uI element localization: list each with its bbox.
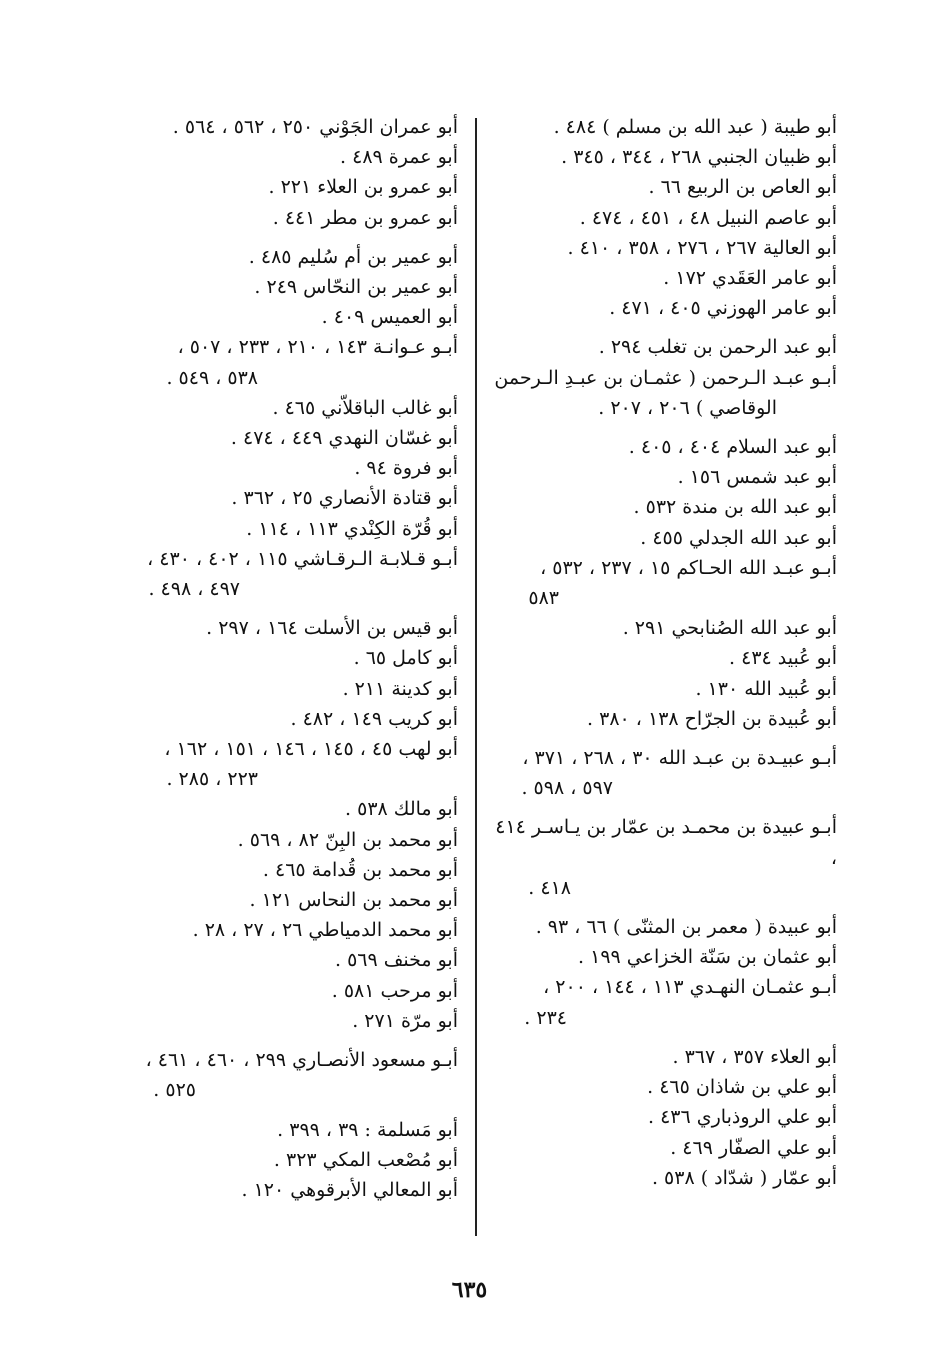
index-entry: أبو مخنف ٥٦٩ . bbox=[334, 949, 458, 972]
page-number: ٦٣٥ bbox=[451, 1277, 488, 1303]
index-column-right bbox=[492, 112, 837, 1193]
index-entry: أبو العلاء ٣٥٧ ، ٣٦٧ . bbox=[672, 1045, 837, 1068]
index-entry: أبو مرّة ٢٧١ . bbox=[352, 1009, 458, 1032]
index-entry: أبـو مسعود الأنصـاري ٢٩٩ ، ٤٦٠ ، ٤٦١ ، bbox=[145, 1049, 458, 1072]
index-entry-continuation: الوقاصي ) ٢٠٦ ، ٢٠٧ . bbox=[598, 396, 777, 419]
index-entry: أبو عامر الهوزني ٤٠٥ ، ٤٧١ . bbox=[609, 297, 837, 320]
index-column-left bbox=[120, 112, 458, 1205]
index-entry: أبو طيبة ( عبد الله بن مسلم ) ٤٨٤ . bbox=[553, 116, 837, 138]
index-entry: أبو محمد الدمياطي ٢٦ ، ٢٧ ، ٢٨ . bbox=[192, 919, 458, 942]
index-entry-continuation: ٥٣٨ ، ٥٤٩ . bbox=[166, 366, 258, 389]
index-entry: أبو عُبيدة بن الجرّاح ١٣٨ ، ٣٨٠ . bbox=[587, 707, 837, 730]
index-entry: أبو مُصْعب المكي ٣٢٣ . bbox=[273, 1148, 458, 1171]
index-entry: أبو عمير بن أم سُليم ٤٨٥ . bbox=[248, 245, 458, 268]
index-entry: أبو مرحب ٥٨١ . bbox=[331, 979, 458, 1002]
index-entry: أبو عمرو بن مطر ٤٤١ . bbox=[272, 206, 458, 229]
index-entry: أبو عمرة ٤٨٩ . bbox=[340, 146, 458, 169]
index-entry: أبو علي الروذباري ٤٣٦ . bbox=[648, 1106, 837, 1129]
index-entry: أبـو عـوانـة ١٤٣ ، ٢١٠ ، ٢٣٣ ، ٥٠٧ ، bbox=[177, 336, 458, 359]
index-entry: أبو قتادة الأنصاري ٢٥ ، ٣٦٢ . bbox=[231, 487, 458, 510]
index-entry: أبو العاص بن الربيع ٦٦ . bbox=[648, 176, 837, 199]
index-entry: أبو عبيدة ( معمر بن المثنّى ) ٦٦ ، ٩٣ . bbox=[535, 916, 837, 939]
index-entry: أبو كامل ٦٥ . bbox=[353, 647, 458, 670]
index-entry: أبو محمد بن قُدامة ٤٦٥ . bbox=[262, 858, 458, 881]
index-entry: أبو المعالي الأبرقوهي ١٢٠ . bbox=[241, 1178, 458, 1201]
index-entry: أبو مالك ٥٣٨ . bbox=[345, 798, 458, 821]
index-entry: أبو لهب ٤٥ ، ١٤٥ ، ١٤٦ ، ١٥١ ، ١٦٢ ، bbox=[164, 738, 458, 761]
index-entry: أبو محمد بن النحاس ١٢١ . bbox=[249, 889, 458, 912]
index-entry: أبو عمّار ( شدّاد ) ٥٣٨ . bbox=[651, 1166, 837, 1189]
index-entry: أبو عبد الله الصُنابحي ٢٩١ . bbox=[622, 617, 837, 640]
index-entry: أبو عامر العَقَدي ١٧٢ . bbox=[663, 267, 837, 290]
index-entry: أبو كريب ١٤٩ ، ٤٨٢ . bbox=[290, 707, 458, 730]
index-entry-continuation: ٤٩٧ ، ٤٩٨ . bbox=[148, 578, 240, 601]
index-entry: أبو فروة ٩٤ . bbox=[354, 457, 458, 480]
index-entry-continuation: ٢٢٣ ، ٢٨٥ . bbox=[166, 768, 258, 791]
index-entry: أبو قيس بن الأسلت ١٦٤ ، ٢٩٧ . bbox=[206, 617, 458, 640]
index-entry: أبو عُبيد ٤٣٤ . bbox=[729, 647, 837, 670]
column-divider bbox=[475, 118, 477, 1236]
index-entry: أبو غالب الباقلاّني ٤٦٥ . bbox=[272, 396, 458, 419]
index-entry: أبو عبد الرحمن بن تغلب ٢٩٤ . bbox=[598, 336, 837, 359]
index-entry: أبو قُرّة الكِنْدي ١١٣ ، ١١٤ . bbox=[246, 517, 458, 540]
index-entry: أبـو عثمـان النهـدي ١١٣ ، ١٤٤ ، ٢٠٠ ، bbox=[543, 976, 837, 999]
index-entry: أبو عبد الله الجدلي ٤٥٥ . bbox=[640, 526, 837, 549]
index-entry: أبـو عبيدة بن محمـد بن عمّار بن يـاسـر ٤١٤ ، bbox=[495, 816, 837, 869]
index-entry: أبـو عبيـدة بن عبـد الله ٣٠ ، ٢٦٨ ، ٣٧١ ، bbox=[522, 747, 837, 770]
index-entry: أبو ظبيان الجنبي ٢٦٨ ، ٣٤٤ ، ٣٤٥ . bbox=[561, 146, 837, 169]
index-entry: أبو عمرو بن العلاء ٢٢١ . bbox=[268, 176, 458, 199]
index-entry: أبو علي بن شاذان ٤٦٥ . bbox=[647, 1076, 837, 1099]
index-entry: أبو عبد الله بن مندة ٥٣٢ . bbox=[633, 496, 837, 519]
index-entry: أبو علي الصفّار ٤٦٩ . bbox=[670, 1136, 837, 1159]
index-entry: أبو عمير بن النحّاس ٢٤٩ . bbox=[254, 276, 458, 299]
index-entry-continuation: ٥٢٥ . bbox=[153, 1079, 196, 1102]
index-entry-continuation: ٥٨٣ bbox=[528, 587, 559, 610]
index-entry: أبو مَسلمة : ٣٩ ، ٣٩٩ . bbox=[277, 1118, 458, 1141]
index-entry: أبو عبد السلام ٤٠٤ ، ٤٠٥ . bbox=[628, 436, 837, 459]
index-entry: أبو عمران الجَوْني ٢٥٠ ، ٥٦٢ ، ٥٦٤ . bbox=[172, 116, 458, 138]
index-entry: أبـو قـلابـة الـرقـاشي ١١٥ ، ٤٠٢ ، ٤٣٠ ، bbox=[147, 547, 458, 570]
index-entry: أبـو عبـد الـرحمن ( عثمـان بن عبـدِ الـرحمن bbox=[494, 366, 837, 389]
index-entry-continuation: ٥٩٧ ، ٥٩٨ . bbox=[521, 777, 613, 800]
index-entry: أبو العميس ٤٠٩ . bbox=[321, 306, 458, 329]
index-entry: أبو غسّان النهدي ٤٤٩ ، ٤٧٤ . bbox=[230, 427, 458, 450]
index-entry: أبو محمد بن البِنّ ٨٢ ، ٥٦٩ . bbox=[237, 828, 458, 851]
index-entry: أبو العالية ٢٦٧ ، ٢٧٦ ، ٣٥٨ ، ٤١٠ . bbox=[567, 236, 837, 259]
index-entry: أبو عُبيد الله ١٣٠ . bbox=[695, 677, 837, 700]
index-entry-continuation: ٤١٨ . bbox=[528, 876, 571, 899]
index-entry: أبو عثمان بن سَنّة الخزاعي ١٩٩ . bbox=[578, 946, 837, 969]
index-entry: أبو عبد شمس ١٥٦ . bbox=[677, 466, 837, 489]
index-entry-continuation: ٢٣٤ . bbox=[524, 1006, 567, 1029]
index-entry: أبـو عبـد الله الحـاكم ١٥ ، ٢٣٧ ، ٥٣٢ ، bbox=[540, 556, 837, 579]
index-entry: أبو كدينة ٢١١ . bbox=[342, 677, 458, 700]
index-entry: أبو عاصم النبيل ٤٨ ، ٤٥١ ، ٤٧٤ . bbox=[579, 206, 837, 229]
